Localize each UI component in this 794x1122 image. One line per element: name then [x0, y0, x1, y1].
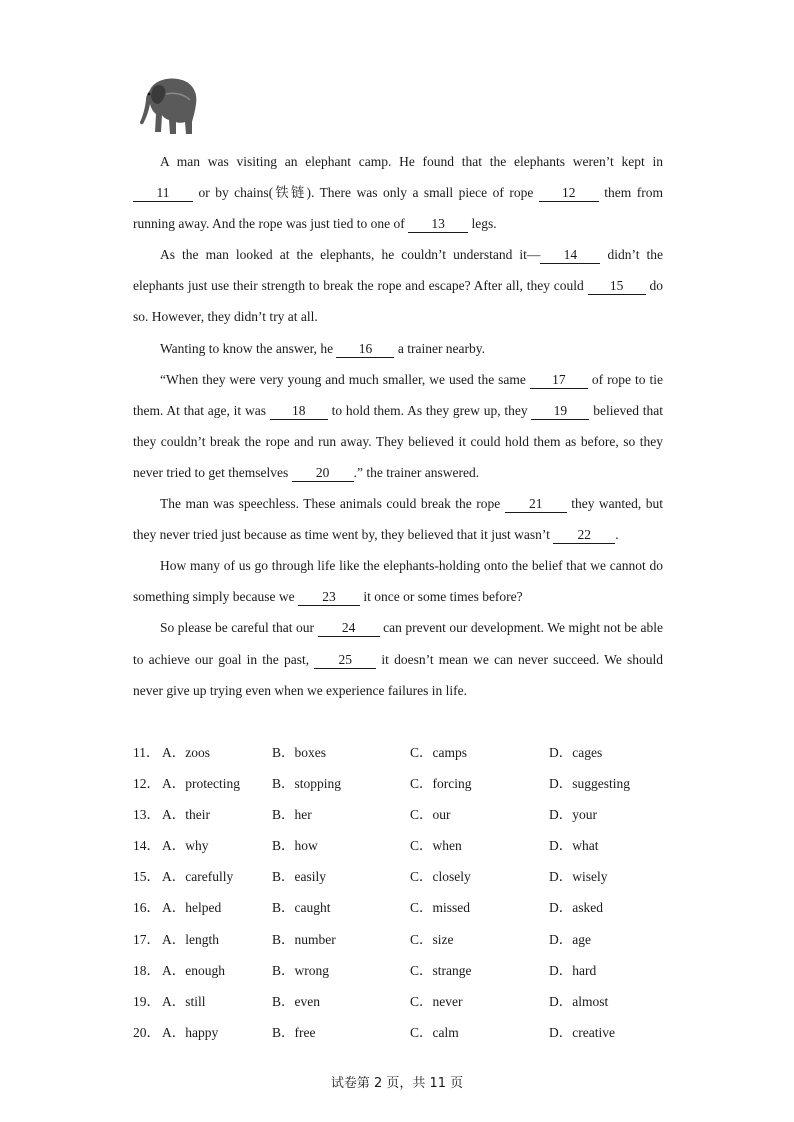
- option-a[interactable]: A．enough: [162, 962, 225, 978]
- text: them from running away. And the rope was just tied to one of: [133, 185, 663, 232]
- option-a[interactable]: A．carefully: [162, 869, 234, 885]
- text: do so. However, they didn’t try at all.: [133, 278, 664, 325]
- text: they wanted, but they never tried just because as time went by, they believed that it just wasn’t: [133, 496, 664, 543]
- text: legs.: [468, 216, 497, 232]
- blank-17: 17: [530, 372, 588, 389]
- option-c[interactable]: C．closely: [410, 869, 471, 885]
- blank-24: 24: [318, 620, 380, 637]
- question-number: 12．: [133, 776, 160, 792]
- option-a[interactable]: A．why: [162, 838, 209, 854]
- blank-11: 11: [133, 185, 193, 202]
- question-row: [133, 742, 693, 773]
- option-c[interactable]: C．size: [410, 931, 454, 947]
- page-footer: 试卷第 2 页，共 11 页: [330, 1076, 464, 1091]
- option-a[interactable]: A．still: [162, 993, 206, 1009]
- question-number: 18．: [133, 962, 160, 978]
- text: to hold them. As they grew up, they: [327, 402, 532, 418]
- option-b[interactable]: B．free: [272, 1024, 316, 1040]
- option-b[interactable]: B．her: [272, 807, 312, 823]
- text: .: [615, 527, 619, 543]
- option-a[interactable]: A．zoos: [162, 745, 210, 760]
- question-number: 19．: [133, 993, 160, 1009]
- blank-14: 14: [540, 247, 600, 264]
- text: it once or some times before?: [359, 589, 523, 605]
- option-d[interactable]: D．cages: [549, 745, 603, 760]
- question-row: [133, 929, 693, 960]
- blank-20: 20: [292, 465, 354, 482]
- option-d[interactable]: D．suggesting: [549, 776, 630, 792]
- text: A man was visiting an elephant camp. He found that the elephants weren’t kept in: [160, 154, 663, 169]
- option-b[interactable]: B．number: [272, 931, 336, 947]
- option-a[interactable]: A．their: [162, 807, 210, 823]
- blank-21: 21: [505, 496, 567, 513]
- option-d[interactable]: D．wisely: [549, 869, 608, 885]
- blank-25: 25: [314, 652, 376, 669]
- question-row: [133, 773, 693, 804]
- paragraph-6: [133, 550, 663, 612]
- option-c[interactable]: C．forcing: [410, 776, 472, 792]
- text: .” the trainer answered.: [353, 464, 480, 480]
- option-b[interactable]: B．even: [272, 993, 320, 1009]
- text: of rope to tie them. At that age, it was: [133, 371, 663, 418]
- option-c[interactable]: C．never: [410, 993, 463, 1009]
- option-c[interactable]: C．missed: [410, 900, 471, 916]
- paragraph-3: [133, 333, 663, 364]
- answer-options: [133, 742, 693, 1053]
- question-number: 13．: [133, 807, 160, 823]
- question-number: 20．: [133, 1024, 160, 1040]
- paragraph-7: [133, 612, 663, 705]
- blank-15: 15: [588, 278, 646, 295]
- paragraph-5: [133, 488, 663, 550]
- question-row: [133, 897, 693, 928]
- option-d[interactable]: D．almost: [549, 993, 609, 1009]
- cloze-passage: [133, 146, 663, 706]
- text: The man was speechless. These animals could break the rope: [160, 496, 505, 512]
- text: didn’t the elephants just use their strength to break the rope and escape? After all, they could: [133, 247, 664, 294]
- text: As the man looked at the elephants, he couldn’t understand it—: [160, 247, 541, 263]
- question-number: 17．: [133, 931, 160, 947]
- option-c[interactable]: C．our: [410, 807, 451, 823]
- question-row: [133, 866, 693, 897]
- option-c[interactable]: C．camps: [410, 745, 467, 760]
- blank-18: 18: [270, 403, 328, 420]
- question-row: [133, 835, 693, 866]
- option-b[interactable]: B．stopping: [272, 776, 342, 792]
- paragraph-4: [133, 364, 663, 488]
- question-number: 11．: [133, 745, 160, 760]
- question-number: 15．: [133, 869, 160, 885]
- option-b[interactable]: B．how: [272, 838, 318, 854]
- option-a[interactable]: A．helped: [162, 900, 222, 916]
- option-c[interactable]: C．when: [410, 838, 462, 854]
- text: So please be careful that our: [160, 620, 318, 636]
- blank-16: 16: [336, 341, 394, 358]
- elephant-illustration: [136, 72, 202, 138]
- text: or by chains(铁链). There was only a small piece of rope: [193, 185, 539, 201]
- blank-19: 19: [531, 403, 589, 420]
- option-b[interactable]: B．easily: [272, 869, 326, 885]
- question-row: [133, 960, 693, 991]
- question-number: 14．: [133, 838, 160, 854]
- text: can prevent our development. We might not be able to achieve our goal in the past,: [133, 620, 664, 667]
- option-a[interactable]: A．protecting: [162, 776, 240, 792]
- blank-12: 12: [539, 185, 599, 202]
- option-d[interactable]: D．what: [549, 838, 599, 854]
- option-b[interactable]: B．boxes: [272, 745, 326, 760]
- text: “When they were very young and much smaller, we used the same: [160, 371, 530, 387]
- text: Wanting to know the answer, he: [160, 340, 337, 356]
- question-row: [133, 991, 693, 1022]
- blank-23: 23: [298, 589, 360, 606]
- text: a trainer nearby.: [394, 340, 486, 356]
- option-c[interactable]: C．strange: [410, 962, 472, 978]
- option-d[interactable]: D．creative: [549, 1024, 615, 1040]
- paragraph-1: [133, 146, 663, 239]
- question-number: 16．: [133, 900, 160, 916]
- option-d[interactable]: D．age: [549, 931, 591, 947]
- option-c[interactable]: C．calm: [410, 1024, 459, 1040]
- text: it doesn’t mean we can never succeed. We should never give up trying even when we experience failures in life.: [133, 651, 663, 698]
- text: How many of us go through life like the elephants-holding onto the belief that we cannot do something simply because we: [133, 558, 663, 605]
- option-d[interactable]: D．asked: [549, 900, 603, 916]
- option-d[interactable]: D．your: [549, 807, 597, 823]
- option-a[interactable]: A．length: [162, 931, 219, 947]
- blank-13: 13: [408, 216, 468, 233]
- paragraph-2: [133, 239, 663, 332]
- blank-22: 22: [553, 527, 615, 544]
- option-b[interactable]: B．wrong: [272, 962, 329, 978]
- option-b[interactable]: B．caught: [272, 900, 331, 916]
- text: believed that they couldn’t break the rope and run away. They believed it could hold them as before, so they never tried to get themselves: [133, 402, 663, 480]
- option-a[interactable]: A．happy: [162, 1024, 219, 1040]
- option-d[interactable]: D．hard: [549, 962, 597, 978]
- question-row: [133, 804, 693, 835]
- question-row: [133, 1022, 693, 1053]
